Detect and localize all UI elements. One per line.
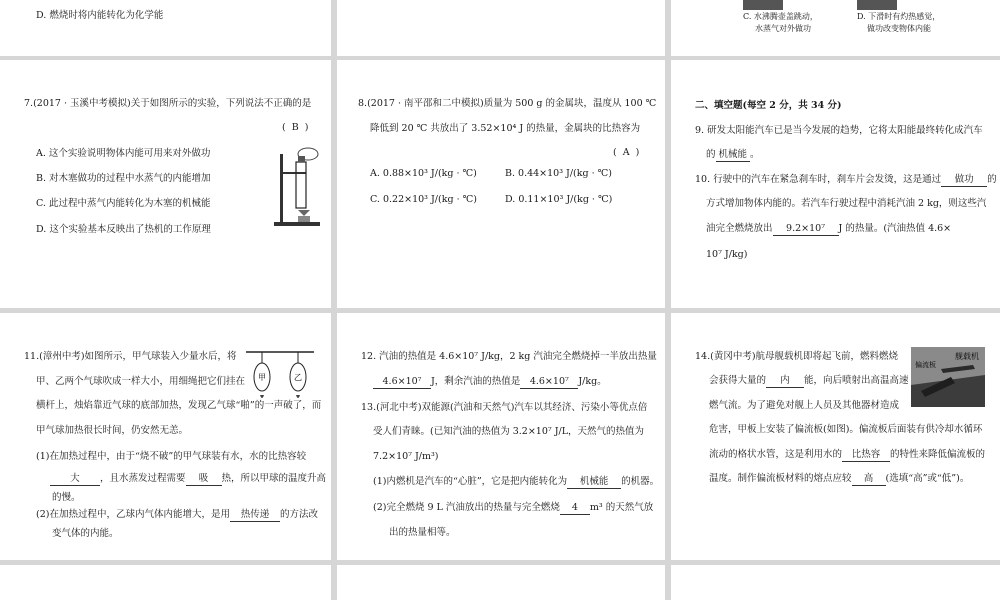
q8-option-c: C. 0.22×10³ J/(kg · ℃) <box>370 194 477 205</box>
q13-line3: 7.2×10⁷ J/m³) <box>373 451 439 462</box>
card-q11 <box>0 313 331 560</box>
q13-line2: 受人们青睐。(已知汽油的热值为 3.2×10⁷ J/L，天然气的热值为 <box>373 426 645 437</box>
balloon-a-label: 甲 <box>258 373 266 382</box>
q10-line2: 方式增加物体内能的。若汽车行驶过程中消耗汽油 2 kg，则这些汽 <box>706 198 987 209</box>
q8-answer: A <box>622 147 630 158</box>
q13-line1: 13.(河北中考)双能源(汽油和天然气)汽车以其经济、污染小等优点倍 <box>361 402 648 413</box>
q8-stem-line1: 8.(2017 · 南平邵和二中模拟)质量为 500 g 的金属块，温度从 100 ℃ <box>358 98 657 109</box>
q14-line4: 危害，甲板上安装了偏流板(如图)。偏流板后面装有供冷却水循环 <box>709 424 983 435</box>
q13-answer1: 机械能 <box>567 476 621 489</box>
q10-answer1: 做功 <box>941 174 987 187</box>
card-fill-in <box>671 60 1000 308</box>
q11-answer1: 大 <box>50 473 100 486</box>
q11-part1-line3: 的慢。 <box>52 492 81 503</box>
q11-answer2: 吸 <box>186 473 222 486</box>
q11-part2-line1: (2)在加热过程中，乙球内气体内能增大，是用 热传递 的方法改 <box>36 509 318 520</box>
slide-image <box>857 0 897 10</box>
q11-line3: 横杆上，烛焰靠近气球的底部加热，发现乙气球“啪”的一声破了，而 <box>36 400 322 411</box>
deflector-label: 偏流板 <box>915 361 936 369</box>
q7-stem: 7.(2017 · 玉溪中考模拟)关于如图所示的实验，下列说法不正确的是 <box>24 98 312 109</box>
q10-line3: 油完全燃烧放出 9.2×10⁷ J 的热量。(汽油热值 4.6× <box>706 223 952 234</box>
option-d-line2: 做功改变物体内能 <box>867 24 931 33</box>
test-tube-apparatus-image <box>272 144 324 230</box>
option-d: D. 燃烧时将内能转化为化学能 <box>36 10 164 21</box>
option-d: D. 下滑时有灼热感觉， <box>857 12 941 21</box>
kettle-image <box>743 0 783 10</box>
q7-option-d: D. 这个实验基本反映出了热机的工作原理 <box>36 224 211 235</box>
q14-answer1: 内 <box>766 375 804 388</box>
q10-answer2: 9.2×10⁷ <box>773 223 839 236</box>
q7-option-b: B. 对木塞做功的过程中水蒸气的内能增加 <box>36 173 211 184</box>
q12-answer1: 4.6×10⁷ <box>373 376 431 389</box>
q11-line4: 甲气球加热很长时间，仍安然无恙。 <box>36 425 189 436</box>
q12-line2: 4.6×10⁷ J，剩余汽油的热值是 4.6×10⁷ J/kg。 <box>373 376 607 389</box>
carrier-deflector-image <box>911 347 985 407</box>
q11-line1: 11.(漳州中考)如图所示，甲气球装入少量水后，将 <box>24 351 237 362</box>
q12-answer2: 4.6×10⁷ <box>520 376 578 389</box>
q14-line6: 温度。制作偏流板材料的熔点应较 高 (选填“高”或“低”)。 <box>709 473 970 484</box>
q8-option-a: A. 0.88×10³ J/(kg · ℃) <box>370 168 477 179</box>
q7-option-a: A. 这个实验说明物体内能可用来对外做功 <box>36 148 211 159</box>
q11-part1-line2: 大 ，且水蒸发过程需要 吸 热，所以甲球的温度升高 <box>50 473 326 486</box>
option-c-line2: 水蒸气对外做功 <box>755 24 811 33</box>
q9-line1: 9. 研发太阳能汽车已是当今发展的趋势，它将太阳能最终转化成汽车 <box>695 125 983 136</box>
q8-stem-line2: 降低到 20 ℃ 共放出了 3.52×10⁴ J 的热量，金属块的比热容为 <box>370 123 641 134</box>
q13-part2: (2)完全燃烧 9 L 汽油放出的热量与完全燃烧 4 m³ 的天然气放 <box>373 502 654 513</box>
q13-part2-line2: 出的热量相等。 <box>389 527 456 538</box>
q7-option-c: C. 此过程中蒸气内能转化为木塞的机械能 <box>36 198 211 209</box>
card-top-right <box>671 0 1000 56</box>
card-q7 <box>0 60 331 308</box>
q7-answer-paren: ( B ) <box>282 122 309 133</box>
q14-answer3: 高 <box>852 473 886 486</box>
card-q12-q13 <box>337 313 665 560</box>
q12-line1: 12. 汽油的热值是 4.6×10⁷ J/kg，2 kg 汽油完全燃烧掉一半放出热量 <box>361 351 657 362</box>
q13-part1: (1)内燃机是汽车的“心脏”，它是把内能转化为 机械能 的机器。 <box>373 476 660 487</box>
q8-answer-paren: ( A ) <box>613 147 640 158</box>
card-top-middle <box>337 0 665 56</box>
q7-answer: B <box>291 122 299 133</box>
q14-line2: 会获得大量的 内 能，向后喷射出高温高速 <box>709 375 909 386</box>
q9-line2: 的 机械能 。 <box>706 149 760 160</box>
q10-line4: 10⁷ J/kg) <box>706 249 748 260</box>
q11-line2: 甲、乙两个气球吹成一样大小，用细绳把它们挂在 <box>36 376 246 387</box>
q10-line1: 10. 行驶中的汽车在紧急刹车时，刹车片会发烫，这是通过 做功 的 <box>695 174 997 185</box>
card-q8 <box>337 60 665 308</box>
q14-answer2: 比热容 <box>842 449 890 462</box>
card-bottom-left <box>0 565 331 600</box>
card-bottom-right <box>671 565 1000 600</box>
q13-answer2: 4 <box>560 502 590 515</box>
plane-label: 舰载机 <box>955 352 979 361</box>
card-bottom-middle <box>337 565 665 600</box>
q14-line3: 燃气流。为了避免对舰上人员及其他器材造成 <box>709 400 900 411</box>
card-top-left <box>0 0 331 56</box>
section-header: 二、填空题(每空 2 分，共 34 分) <box>695 100 842 111</box>
q8-option-b: B. 0.44×10³ J/(kg · ℃) <box>505 168 612 179</box>
balloons-image <box>244 349 316 409</box>
q11-part2-line2: 变气体的内能。 <box>52 528 119 539</box>
q11-answer3: 热传递 <box>230 509 280 522</box>
balloon-b-label: 乙 <box>294 373 302 382</box>
card-q14 <box>671 313 1000 560</box>
q11-part1-line1: (1)在加热过程中，由于“烧不破”的甲气球装有水，水的比热容较 <box>36 451 307 462</box>
q14-line5: 流动的格状水管，这是利用水的 比热容 的特性来降低偏流板的 <box>709 449 986 460</box>
option-c: C. 水沸腾壶盖跳动， <box>743 12 818 21</box>
q8-option-d: D. 0.11×10³ J/(kg · ℃) <box>505 194 613 205</box>
q14-line1: 14.(黄冈中考)航母舰载机即将起飞前，燃料燃烧 <box>695 351 899 362</box>
q9-answer: 机械能 <box>716 149 751 162</box>
